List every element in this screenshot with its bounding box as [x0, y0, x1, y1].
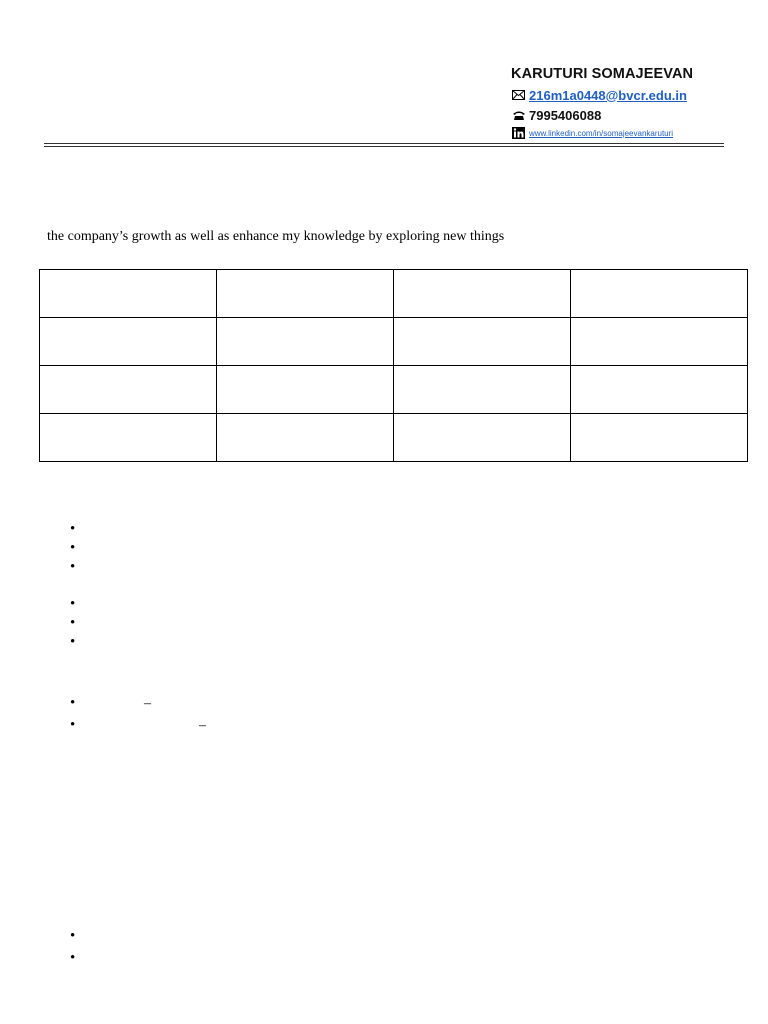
header-divider-top [44, 143, 724, 144]
list-item-dash: – [199, 718, 206, 733]
email-link[interactable]: 216m1a0448@bvcr.edu.in [529, 87, 687, 103]
table-cell [40, 366, 217, 414]
table-row [40, 270, 748, 318]
list-item-bullet: • [70, 928, 76, 944]
header-divider-bottom [44, 146, 724, 147]
email-row [511, 85, 693, 105]
table-cell [394, 366, 571, 414]
education-table [39, 269, 748, 462]
table-cell [40, 414, 217, 462]
table-row [40, 366, 748, 414]
contact-block [511, 66, 693, 141]
list-item-bullet: • [70, 634, 76, 650]
list-item-bullet: • [70, 615, 76, 631]
linkedin-link[interactable]: www.linkedin.com/in/somajeevankaruturi [529, 128, 674, 138]
phone-row [511, 105, 693, 125]
table-cell [217, 366, 394, 414]
list-item-bullet: • [70, 521, 76, 537]
envelope-icon [511, 89, 526, 101]
table-cell [40, 270, 217, 318]
list-item-dash: – [144, 696, 151, 711]
table-row [40, 414, 748, 462]
candidate-name: KARUTURI SOMAJEEVAN [511, 66, 694, 82]
telephone-icon [511, 109, 526, 121]
phone-number: 7995406088 [529, 107, 602, 123]
table-cell [571, 414, 748, 462]
table-cell [394, 318, 571, 366]
list-item-bullet: • [70, 717, 76, 733]
list-item-bullet: • [70, 540, 76, 556]
table-cell [394, 414, 571, 462]
table-cell [571, 318, 748, 366]
table-cell [394, 270, 571, 318]
list-item-bullet: • [70, 950, 76, 966]
linkedin-row [511, 125, 693, 141]
list-item-bullet: • [70, 596, 76, 612]
table-cell [40, 318, 217, 366]
list-item-bullet: • [70, 695, 76, 711]
objective-text: the company’s growth as well as enhance my knowledge by exploring new things [47, 229, 505, 244]
table-cell [571, 270, 748, 318]
table-cell [217, 318, 394, 366]
table-cell [217, 270, 394, 318]
linkedin-icon [511, 127, 526, 139]
table-cell [217, 414, 394, 462]
table-row [40, 318, 748, 366]
list-item-bullet: • [70, 559, 76, 575]
table-cell [571, 366, 748, 414]
